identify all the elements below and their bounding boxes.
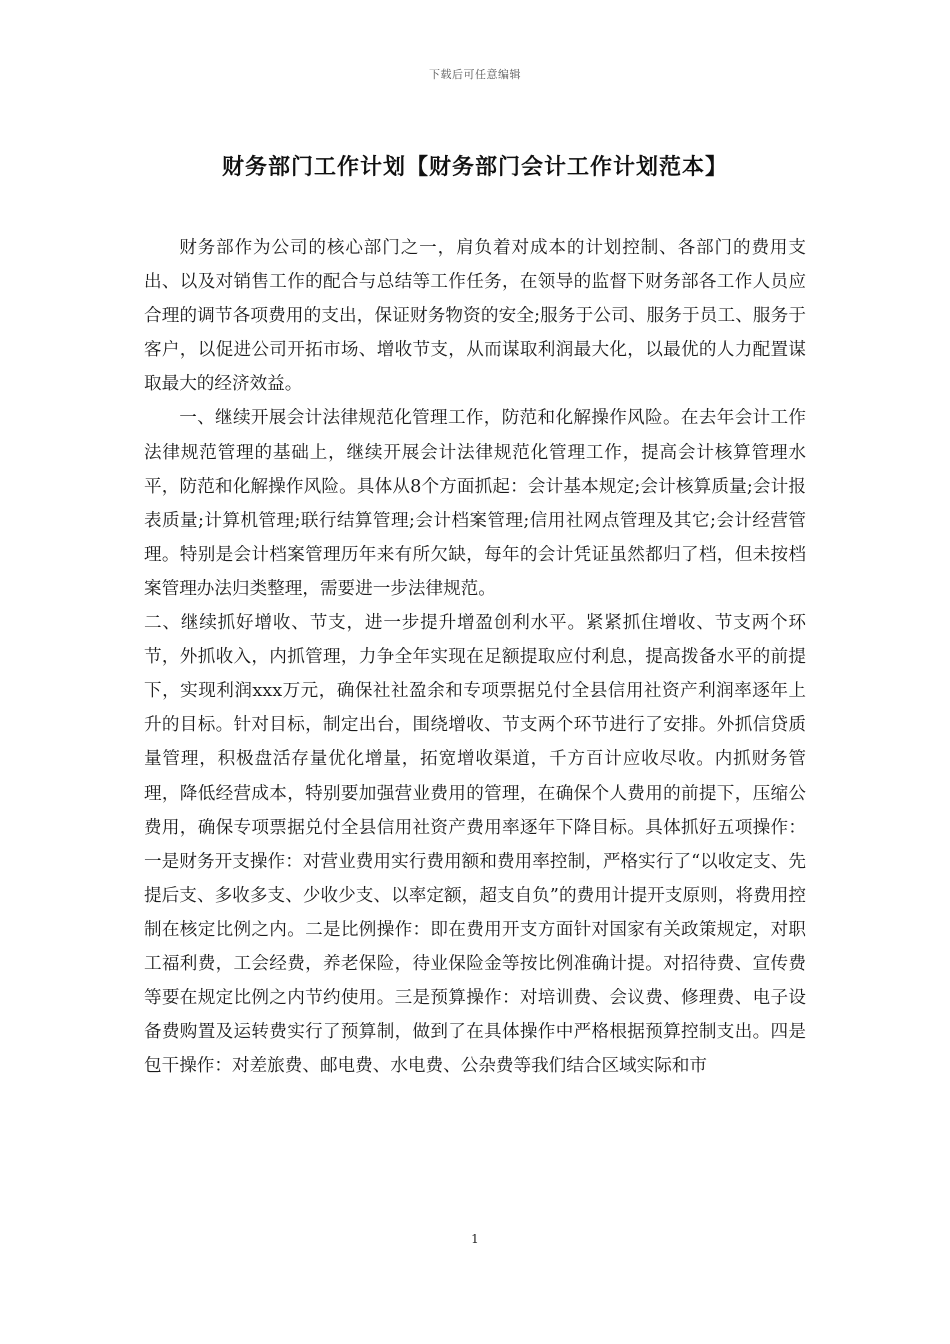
document-title: 财务部门工作计划【财务部门会计工作计划范本】 (221, 155, 728, 180)
header-note: 下载后可任意编辑 (429, 68, 521, 81)
paragraph-intro: 财务部作为公司的核心部门之一，肩负着对成本的计划控制、各部门的费用支出、以及对销售工作的配合与总结等工作任务，在领导的监督下财务部各工作人员应合理的调节各项费用的支出，保证财务物资的安全;服务于公司、服务于员工、服务于客户，以促进公司开拓市场、增收节支，从而谋取利润最大化，以最优的人力配置谋取最大的经济效益。 (144, 238, 806, 395)
paragraph-section-two: 二、继续抓好增收、节支，进一步提升增盈创利水平。紧紧抓住增收、节支两个环节，外抓收入，内抓管理，力争全年实现在足额提取应付利息，提高拨备水平的前提下，实现利润xxx万元，确保社社盈余和专项票据兑付全县信用社资产利润率逐年上升的目标。针对目标，制定出台，围绕增收、节支两个环节进行了安排。外抓信贷质量管理，积极盘活存量优化增量，拓宽增收渠道，千方百计应收尽收。内抓财务管理，降低经营成本，特别要加强营业费用的管理，在确保个人费用的前提下，压缩公费用，确保专项票据兑付全县信用社资产费用率逐年下降目标。具体抓好五项操作：一是财务开支操作：对营业费用实行费用额和费用率控制，严格实行了“以收定支、先提后支、多收多支、少收少支、以率定额，超支自负”的费用计提开支原则，将费用控制在核定比例之内。二是比例操作：即在费用开支方面针对国家有关政策规定，对职工福利费，工会经费，养老保险，待业保险金等按比例准确计提。对招待费、宣传费等要在规定比例之内节约使用。三是预算操作：对培训费、会议费、修理费、电子设备费购置及运转费实行了预算制，做到了在具体操作中严格根据预算控制支出。四是包干操作：对差旅费、邮电费、水电费、公杂费等我们结合区域实际和市 (144, 613, 806, 1077)
paragraph-section-one: 一、继续开展会计法律规范化管理工作，防范和化解操作风险。在去年会计工作法律规范管理的基础上，继续开展会计法律规范化管理工作，提高会计核算管理水平，防范和化解操作风险。具体从8个方面抓起：会计基本规定;会计核算质量;会计报表质量;计算机管理;联行结算管理;会计档案管理;信用社网点管理及其它;会计经营管理。特别是会计档案管理历年来有所欠缺，每年的会计凭证虽然都归了档，但未按档案管理办法归类整理，需要进一步法律规范。 (144, 408, 806, 599)
page-number: 1 (471, 1232, 479, 1246)
document-body (144, 231, 806, 1083)
